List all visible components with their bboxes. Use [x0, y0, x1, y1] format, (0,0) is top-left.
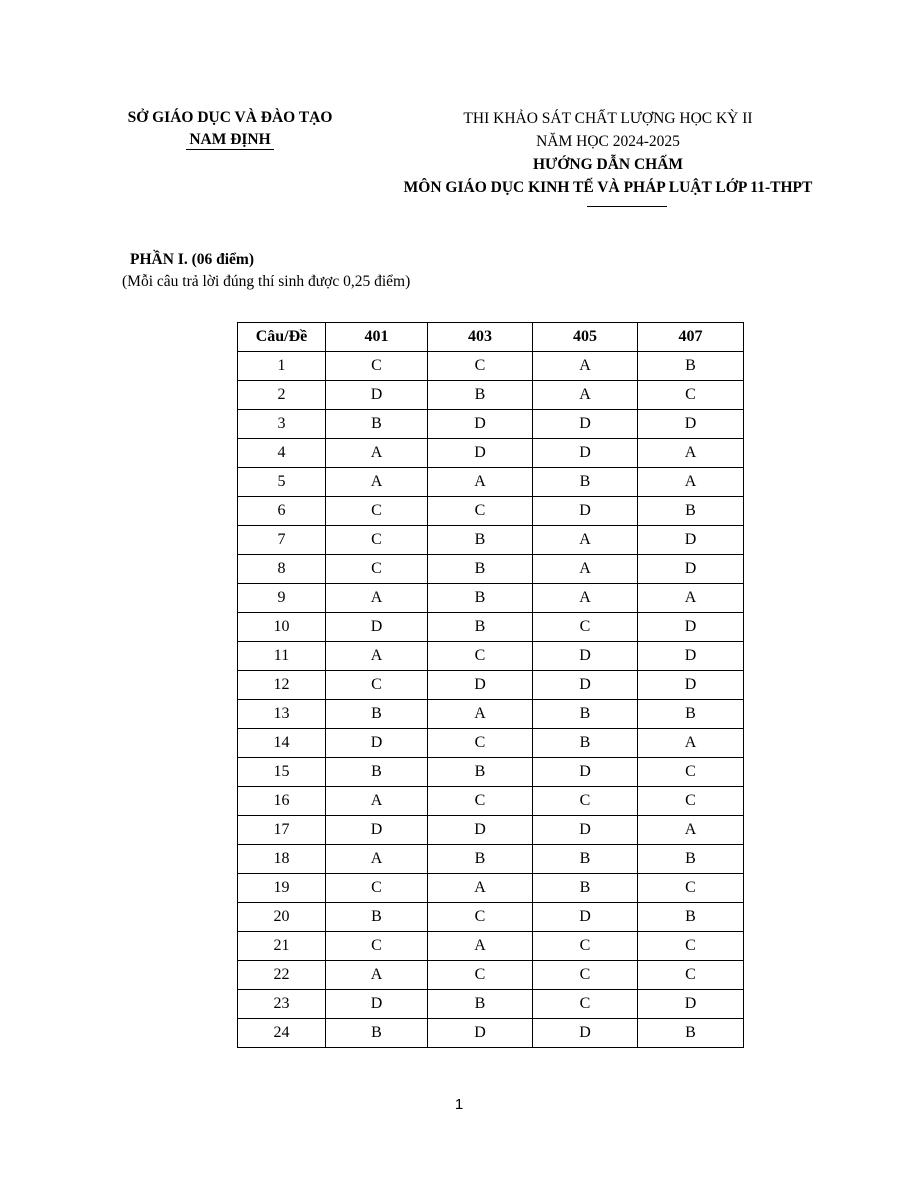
column-header-405: 405: [533, 323, 638, 352]
table-row: [238, 497, 744, 526]
answer-401-cell: C: [326, 526, 428, 555]
answer-407-cell: B: [638, 903, 744, 932]
answer-401-cell: B: [326, 1019, 428, 1048]
answer-403-cell: C: [428, 787, 533, 816]
answer-401-cell: A: [326, 439, 428, 468]
part-note: (Mỗi câu trả lời đúng thí sinh được 0,25 điểm): [122, 273, 411, 290]
table-row: [238, 990, 744, 1019]
answer-401-cell: C: [326, 671, 428, 700]
question-number-cell: 16: [238, 787, 326, 816]
question-number-cell: 17: [238, 816, 326, 845]
answer-405-cell: D: [533, 671, 638, 700]
answer-key-table: [237, 322, 744, 1048]
column-header-407: 407: [638, 323, 744, 352]
table-row: [238, 758, 744, 787]
answer-401-cell: D: [326, 381, 428, 410]
answer-405-cell: C: [533, 787, 638, 816]
answer-403-cell: B: [428, 613, 533, 642]
answer-403-cell: B: [428, 845, 533, 874]
answer-407-cell: B: [638, 497, 744, 526]
answer-405-cell: D: [533, 816, 638, 845]
answer-401-cell: A: [326, 642, 428, 671]
question-number-cell: 15: [238, 758, 326, 787]
question-number-cell: 11: [238, 642, 326, 671]
answer-401-cell: B: [326, 903, 428, 932]
answer-403-cell: A: [428, 468, 533, 497]
answer-403-cell: C: [428, 642, 533, 671]
answer-407-cell: C: [638, 874, 744, 903]
answer-405-cell: C: [533, 932, 638, 961]
answer-403-cell: C: [428, 352, 533, 381]
answer-403-cell: C: [428, 903, 533, 932]
answer-405-cell: C: [533, 990, 638, 1019]
answer-405-cell: C: [533, 613, 638, 642]
page-number: 1: [454, 1096, 464, 1113]
answer-405-cell: B: [533, 700, 638, 729]
answer-401-cell: D: [326, 816, 428, 845]
answer-401-cell: B: [326, 758, 428, 787]
table-row: [238, 874, 744, 903]
answer-405-cell: D: [533, 1019, 638, 1048]
table-row: [238, 439, 744, 468]
question-number-cell: 19: [238, 874, 326, 903]
table-row: [238, 352, 744, 381]
answer-403-cell: D: [428, 439, 533, 468]
answer-407-cell: C: [638, 961, 744, 990]
answer-401-cell: C: [326, 352, 428, 381]
answer-405-cell: B: [533, 468, 638, 497]
subject-title: MÔN GIÁO DỤC KINH TẾ VÀ PHÁP LUẬT LỚP 11-THPT: [403, 179, 813, 196]
answer-403-cell: D: [428, 671, 533, 700]
answer-407-cell: D: [638, 555, 744, 584]
answer-403-cell: D: [428, 1019, 533, 1048]
answer-407-cell: A: [638, 729, 744, 758]
answer-401-cell: B: [326, 700, 428, 729]
question-number-cell: 3: [238, 410, 326, 439]
table-row: [238, 584, 744, 613]
part-title: PHẦN I. (06 điểm): [130, 251, 254, 268]
answer-rows: [238, 352, 744, 1048]
answer-407-cell: D: [638, 526, 744, 555]
answer-407-cell: C: [638, 787, 744, 816]
answer-407-cell: A: [638, 468, 744, 497]
question-number-cell: 18: [238, 845, 326, 874]
answer-401-cell: C: [326, 932, 428, 961]
answer-407-cell: A: [638, 439, 744, 468]
answer-403-cell: B: [428, 584, 533, 613]
question-number-cell: 14: [238, 729, 326, 758]
table-header-row: [238, 323, 744, 352]
question-number-cell: 5: [238, 468, 326, 497]
exam-title: THI KHẢO SÁT CHẤT LƯỢNG HỌC KỲ II: [463, 110, 753, 127]
answer-401-cell: D: [326, 990, 428, 1019]
answer-405-cell: D: [533, 410, 638, 439]
answer-405-cell: D: [533, 903, 638, 932]
table-row: [238, 1019, 744, 1048]
answer-401-cell: A: [326, 584, 428, 613]
answer-407-cell: D: [638, 613, 744, 642]
answer-401-cell: D: [326, 613, 428, 642]
question-number-cell: 22: [238, 961, 326, 990]
answer-403-cell: B: [428, 555, 533, 584]
table-row: [238, 526, 744, 555]
document-title: HƯỚNG DẪN CHẤM: [532, 156, 684, 173]
answer-405-cell: B: [533, 729, 638, 758]
answer-403-cell: B: [428, 381, 533, 410]
answer-407-cell: C: [638, 381, 744, 410]
question-number-cell: 6: [238, 497, 326, 526]
table-row: [238, 468, 744, 497]
table-row: [238, 729, 744, 758]
table-row: [238, 787, 744, 816]
table-row: [238, 845, 744, 874]
answer-407-cell: A: [638, 584, 744, 613]
question-number-cell: 21: [238, 932, 326, 961]
answer-403-cell: B: [428, 526, 533, 555]
answer-401-cell: D: [326, 729, 428, 758]
answer-403-cell: C: [428, 497, 533, 526]
department-name: SỞ GIÁO DỤC VÀ ĐÀO TẠO: [127, 109, 333, 126]
answer-407-cell: D: [638, 642, 744, 671]
answer-403-cell: D: [428, 410, 533, 439]
table-row: [238, 903, 744, 932]
answer-401-cell: C: [326, 874, 428, 903]
answer-401-cell: C: [326, 555, 428, 584]
answer-401-cell: A: [326, 787, 428, 816]
issuing-authority: [90, 107, 370, 151]
answer-407-cell: B: [638, 845, 744, 874]
column-header-question: Câu/Đề: [238, 323, 326, 352]
answer-403-cell: B: [428, 758, 533, 787]
school-year: NĂM HỌC 2024-2025: [536, 133, 680, 150]
answer-403-cell: C: [428, 961, 533, 990]
answer-401-cell: B: [326, 410, 428, 439]
answer-405-cell: A: [533, 584, 638, 613]
answer-405-cell: A: [533, 526, 638, 555]
question-number-cell: 20: [238, 903, 326, 932]
question-number-cell: 10: [238, 613, 326, 642]
answer-403-cell: A: [428, 874, 533, 903]
question-number-cell: 7: [238, 526, 326, 555]
question-number-cell: 12: [238, 671, 326, 700]
answer-403-cell: A: [428, 700, 533, 729]
table-row: [238, 613, 744, 642]
answer-407-cell: A: [638, 816, 744, 845]
answer-403-cell: C: [428, 729, 533, 758]
answer-405-cell: D: [533, 497, 638, 526]
question-number-cell: 9: [238, 584, 326, 613]
table-row: [238, 671, 744, 700]
answer-401-cell: A: [326, 468, 428, 497]
answer-405-cell: A: [533, 352, 638, 381]
answer-407-cell: D: [638, 410, 744, 439]
table-row: [238, 642, 744, 671]
table-row: [238, 700, 744, 729]
answer-403-cell: D: [428, 816, 533, 845]
answer-407-cell: B: [638, 352, 744, 381]
question-number-cell: 24: [238, 1019, 326, 1048]
question-number-cell: 4: [238, 439, 326, 468]
answer-407-cell: D: [638, 990, 744, 1019]
province-name: NAM ĐỊNH: [186, 131, 273, 150]
answer-407-cell: D: [638, 671, 744, 700]
answer-405-cell: A: [533, 555, 638, 584]
answer-405-cell: D: [533, 642, 638, 671]
answer-407-cell: B: [638, 700, 744, 729]
question-number-cell: 23: [238, 990, 326, 1019]
answer-405-cell: D: [533, 758, 638, 787]
answer-407-cell: C: [638, 758, 744, 787]
answer-401-cell: A: [326, 961, 428, 990]
column-header-403: 403: [428, 323, 533, 352]
exam-title-block: [368, 107, 848, 199]
answer-403-cell: B: [428, 990, 533, 1019]
answer-401-cell: C: [326, 497, 428, 526]
answer-405-cell: B: [533, 874, 638, 903]
table-row: [238, 555, 744, 584]
answer-405-cell: C: [533, 961, 638, 990]
answer-401-cell: A: [326, 845, 428, 874]
answer-405-cell: D: [533, 439, 638, 468]
table-row: [238, 410, 744, 439]
answer-407-cell: C: [638, 932, 744, 961]
column-header-401: 401: [326, 323, 428, 352]
question-number-cell: 8: [238, 555, 326, 584]
question-number-cell: 13: [238, 700, 326, 729]
table-row: [238, 961, 744, 990]
header-rule: [587, 206, 667, 207]
table-row: [238, 816, 744, 845]
answer-405-cell: A: [533, 381, 638, 410]
answer-405-cell: B: [533, 845, 638, 874]
question-number-cell: 2: [238, 381, 326, 410]
answer-403-cell: A: [428, 932, 533, 961]
answer-407-cell: B: [638, 1019, 744, 1048]
table-row: [238, 932, 744, 961]
table-row: [238, 381, 744, 410]
question-number-cell: 1: [238, 352, 326, 381]
